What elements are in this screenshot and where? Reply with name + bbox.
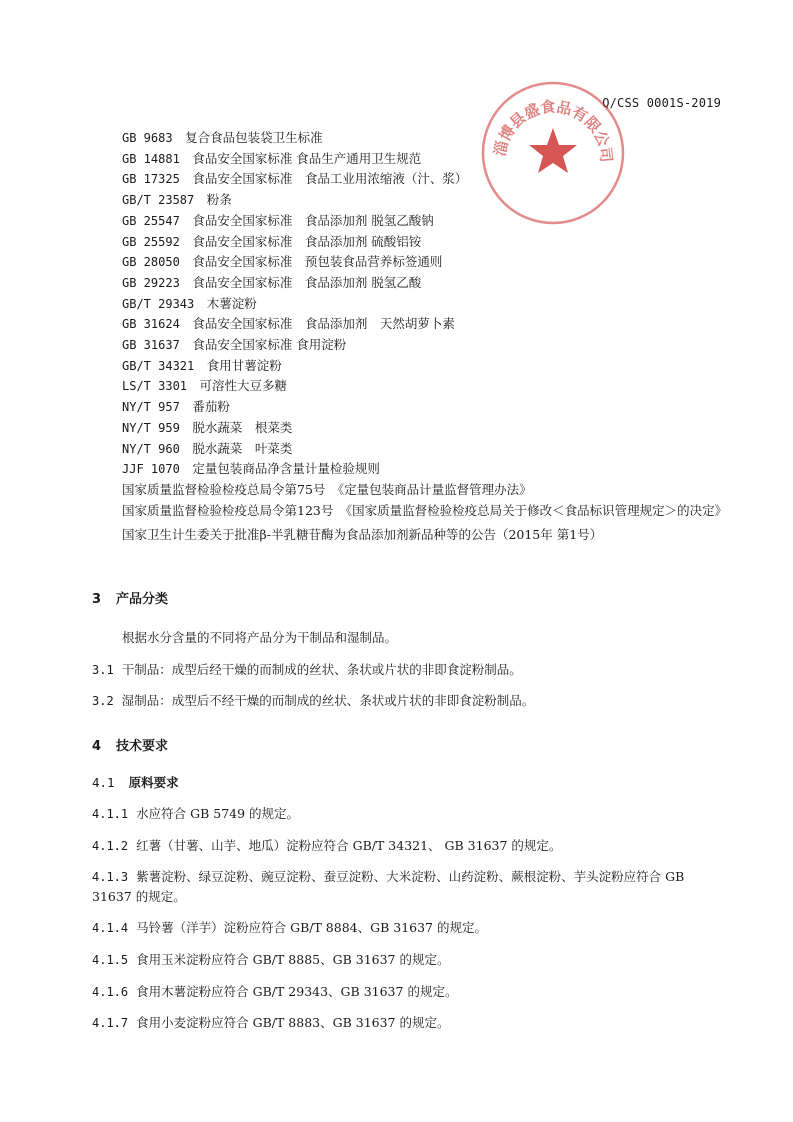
decree-item: 国家卫生计生委关于批准β-半乳糖苷酶为食品添加剂新品种等的公告（2015年 第1号） [122, 527, 603, 543]
reference-item: GB 25547 食品安全国家标准 食品添加剂 脱氢乙酸钠 [122, 212, 434, 228]
document-code: Q/CSS 0001S-2019 [602, 96, 721, 110]
reference-item: GB 17325 食品安全国家标准 食品工业用浓缩液（汁、浆） [122, 171, 468, 187]
clause-4-1-5: 4.1.5 食用玉米淀粉应符合 GB/T 8885、GB 31637 的规定。 [92, 952, 450, 967]
reference-item: GB/T 23587 粉条 [122, 192, 232, 208]
section-3-intro: 根据水分含量的不同将产品分为干制品和湿制品。 [122, 630, 398, 645]
clause-4-1-7: 4.1.7 食用小麦淀粉应符合 GB/T 8883、GB 31637 的规定。 [92, 1015, 450, 1030]
reference-item: GB 9683 复合食品包装袋卫生标准 [122, 130, 323, 145]
decree-item: 国家质量监督检验检疫总局令第75号 《定量包装商品计量监督管理办法》 [122, 481, 532, 497]
clause-3-1: 3.1 干制品：成型后经干燥的而制成的丝状、条状或片状的非即食淀粉制品。 [92, 662, 522, 677]
reference-item: GB 31637 食品安全国家标准 食用淀粉 [122, 337, 347, 353]
reference-item: GB 28050 食品安全国家标准 预包装食品营养标签通则 [122, 254, 443, 270]
clause-4-1-1: 4.1.1 水应符合 GB 5749 的规定。 [92, 806, 300, 821]
reference-item: GB 14881 食品安全国家标准 食品生产通用卫生规范 [122, 150, 422, 166]
seal-text: 淄博县盛食品有限公司 [490, 97, 616, 164]
reference-item: LS/T 3301 可溶性大豆多糖 [122, 378, 288, 394]
clause-4-1-6: 4.1.6 食用木薯淀粉应符合 GB/T 29343、GB 31637 的规定。 [92, 984, 458, 999]
reference-item: GB/T 29343 木薯淀粉 [122, 295, 257, 311]
subsection-heading-4-1: 4.1 原料要求 [92, 775, 179, 790]
section-heading-4: 4 技术要求 [92, 739, 169, 754]
reference-item: GB 25592 食品安全国家标准 食品添加剂 硫酸铝铵 [122, 233, 422, 249]
clause-4-1-3: 4.1.3 紫薯淀粉、绿豆淀粉、豌豆淀粉、蚕豆淀粉、大米淀粉、山药淀粉、蕨根淀粉、芋头淀粉应符合 GB 31637 的规定。 [92, 869, 685, 904]
section-heading-3: 3 产品分类 [92, 592, 169, 607]
reference-item: NY/T 959 脱水蔬菜 根菜类 [122, 419, 293, 435]
normative-references [82, 128, 732, 546]
reference-item: GB 31624 食品安全国家标准 食品添加剂 天然胡萝卜素 [122, 316, 455, 332]
decree-item: 国家质量监督检验检疫总局令第123号 《国家质量监督检验检疫总局关于修改＜食品标识管理规定＞的决定》 [122, 502, 728, 518]
clause-4-1-4: 4.1.4 马铃薯（洋芋）淀粉应符合 GB/T 8884、GB 31637 的规定。 [92, 920, 487, 935]
clause-3-2: 3.2 湿制品：成型后不经干燥的而制成的丝状、条状或片状的非即食淀粉制品。 [92, 693, 535, 708]
reference-item: NY/T 957 番茄粉 [122, 399, 230, 415]
clause-4-1-2: 4.1.2 红薯（甘薯、山芋、地瓜）淀粉应符合 GB/T 34321、 GB 31637 的规定。 [92, 838, 562, 853]
reference-item: JJF 1070 定量包装商品净含量计量检验规则 [122, 461, 380, 477]
reference-item: GB/T 34321 食用甘薯淀粉 [122, 357, 282, 373]
reference-item: GB 29223 食品安全国家标准 食品添加剂 脱氢乙酸 [122, 274, 422, 290]
reference-item: NY/T 960 脱水蔬菜 叶菜类 [122, 440, 293, 456]
